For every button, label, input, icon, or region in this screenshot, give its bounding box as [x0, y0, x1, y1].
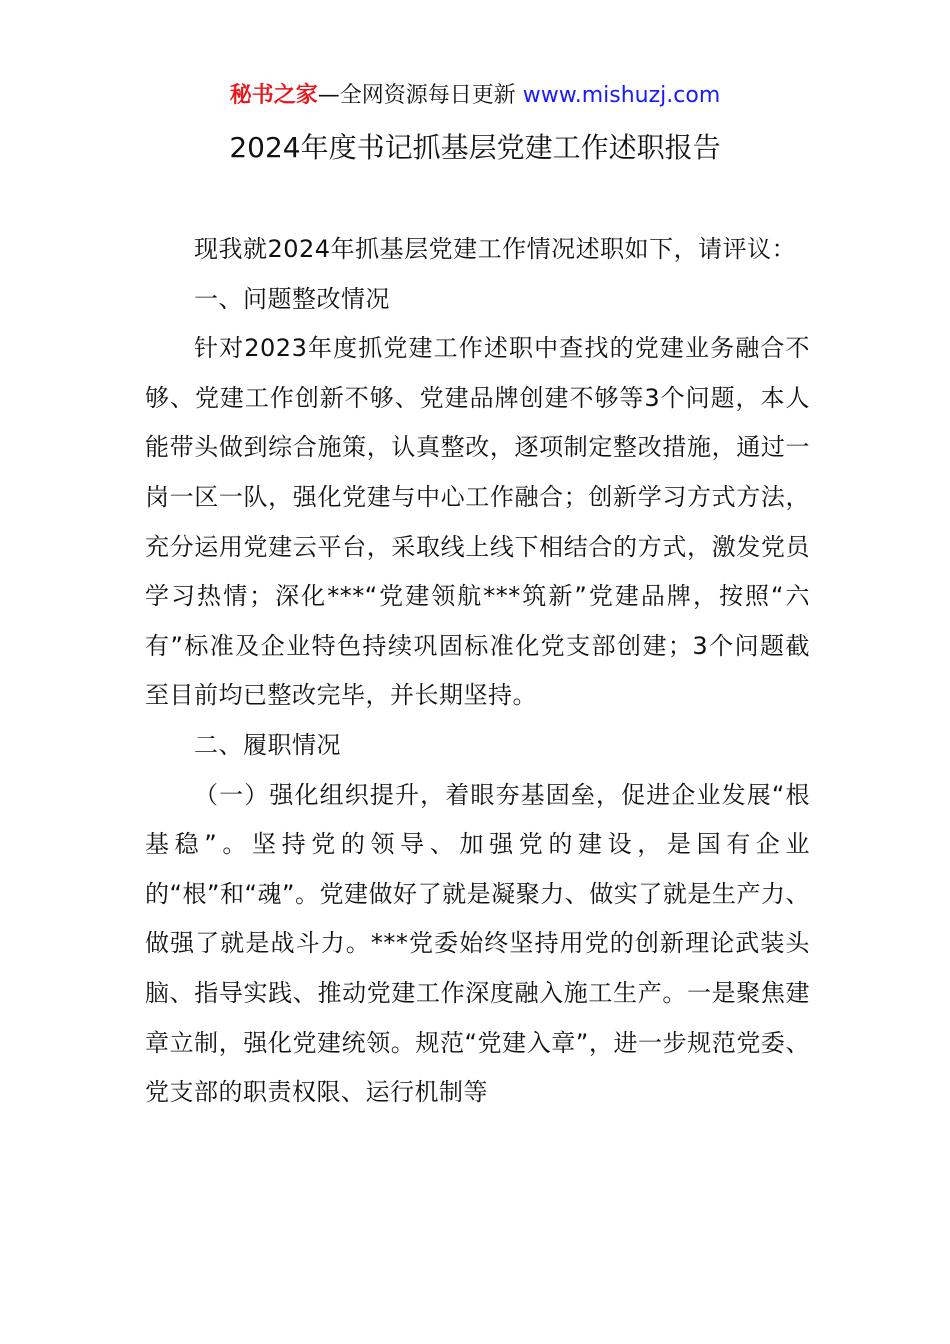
body-paragraph: （一）强化组织提升，着眼夯基固垒，促进企业发展“根基稳”。坚持党的领导、加强党的建设，是国有企业的“根”和“魂”。党建做好了就是凝聚力、做实了就是生产力、做强了就是战斗力。***党委始终坚持用党的创新理论武装头脑、指导实践、推动党建工作深度融入施工生产。一是聚焦建章立制，强化党建统领。规范“党建入章”，进一步规范党委、党支部的职责权限、运行机制等: [145, 780, 810, 1107]
document-title: 2024年度书记抓基层党建工作述职报告: [229, 131, 721, 164]
document-body: [145, 225, 810, 1118]
brand-name: 秘书之家: [229, 83, 318, 108]
body-paragraph: 针对2023年度抓党建工作述职中查找的党建业务融合不够、党建工作创新不够、党建品牌创建不够等3个问题，本人能带头做到综合施策，认真整改，逐项制定整改措施，通过一岗一区一队，强化党建与中心工作融合；创新学习方式方法，充分运用党建云平台，采取线上线下相结合的方式，激发党员学习热情；深化***“党建领航***筑新”党建品牌，按照“六有”标准及企业特色持续巩固标准化党支部创建；3个问题截至目前均已整改完毕，并长期坚持。: [145, 334, 810, 710]
site-url-link[interactable]: www.mishuzj.com: [522, 83, 721, 108]
section-heading-1: 一、问题整改情况: [194, 284, 390, 313]
section-heading-2: 二、履职情况: [194, 730, 341, 759]
site-header: [0, 80, 950, 112]
intro-paragraph: 现我就2024年抓基层党建工作情况述职如下，请评议：: [194, 235, 797, 263]
header-tagline: —全网资源每日更新: [317, 83, 523, 108]
